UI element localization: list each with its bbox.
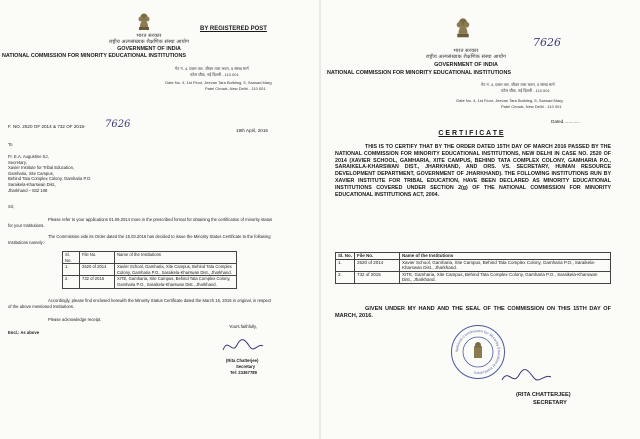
signer-name: (RITA CHATTERJEE) [516,392,571,398]
table-row [336,259,611,271]
seal-text: National Commission for Minority Educational Institutions [454,328,502,376]
table-row [63,276,237,288]
header-file: File No. [80,252,115,264]
hindi-gov-title: भारत सरकार [453,48,479,54]
hindi-address-2: पटेल चौक, नई दिल्ली - 110 001 [190,72,239,77]
table-header-row [336,253,611,260]
address-line-1: Gate No. 4, 1st Floor, Jeevan Tara Building, 5, Sansad Marg [456,98,563,103]
file-handwritten: 7626 [533,36,561,49]
closing: Yours faithfully, [229,324,257,329]
commission-title: NATIONAL COMMISSION FOR MINORITY EDUCATIONAL INSTITUTIONS [2,53,186,59]
signature-icon [220,335,265,357]
enclosure: Encl.: As above [8,330,40,335]
header-name: Name of the Institutions [400,253,611,260]
cell-file: 2520 of 2014 [80,264,115,276]
header-sl: Sl. No. [63,252,80,264]
header-sl: Sl. No. [336,253,355,260]
cell-sl: 1. [336,259,355,271]
commission-seal-icon [451,325,505,379]
institutions-table [62,251,237,289]
signer-title: SECRETARY [533,400,567,406]
to-label: To [8,142,13,147]
hindi-address-2: पटेल चौक, नई दिल्ली - 110 001 [501,88,550,93]
gov-title: GOVERNMENT OF INDIA [117,46,181,52]
cell-name: Xavier School, Gamharia, Xite Campus, Behind Tata Complex Colony, Gamharia P.O., Saraikela-Kharswan Dist., Jharkhand. [400,259,611,271]
signer-title: Secretary [236,364,256,369]
cell-file: 732 of 2015 [80,276,115,288]
letter-date: 19th April, 2016 [236,128,268,133]
cell-name: Xavier School, Gamharia, Xite Campus, Behind Tata Complex Colony, Gamharia P.O., Saraikela-Kharswan Dist., Jharkhand. [115,264,237,276]
hindi-address-1: गेट नं. 4, प्रथम तल, जीवन तारा भवन, 5 संसद मार्ग [481,82,555,87]
institutions-table [335,252,611,284]
address-line-2: Patel Chowk, New Delhi - 110 001 [205,86,266,91]
para-2: The Commission vide its Order dated the 15.03.2016 has decided to issue the Minority Status Certificate to the following Institutions namely:- [8,234,271,245]
addressee-line: Xavier Institute for Tribal Education, [8,165,75,171]
header-name: Name of the Institutions [115,252,237,264]
table-header-row [63,252,237,264]
gov-title: GOVERNMENT OF INDIA [434,62,498,68]
addressee-line: Fr. E.A. Augustine SJ, [8,154,49,159]
certificate-title: C E R T I F I C A T E [438,130,504,137]
addressee-line: Saraikela-Kharswan Dist., [8,181,57,187]
table-row [63,264,237,276]
hindi-address-1: गेट नं. 4, प्रथम तल, जीवन तारा भवन, 5 संसद मार्ग [175,66,249,71]
para-3: Accordingly, please find enclosed herewith the Minority Status Certificate dated the March 15, 2016 in original, in respect of the above mentioned Institutions. [8,298,272,309]
state-emblem-icon [455,14,471,40]
certificate-page [321,0,640,439]
addressee-line: Secretary, [8,159,27,165]
para-1: Please refer to your applications 01.09.2014 more in the prescribed format for obtaining the certification of minority status for your Institutions. [8,217,273,228]
state-emblem-icon [137,10,151,32]
certificate-body: THIS IS TO CERTIFY THAT BY THE ORDER DATED 15TH DAY OF MARCH 2016 PASSED BY THE NATIONAL COMMISSION FOR MINORITY EDUCATIONAL INSTITUTIONS, NEW DELHI IN CASE NO. 2520 OF 2014 (XAVIER SCHOOL, GAMHARIA, XITE CAMPUS, BEHIND TATA COMPLEX COLONY, GAMHARIA P.O., SARAIKELA-KHARSWAN DIST., JHARKHAND, AND ORS. VS. SECRETARY, HUMAN RESOURCE DEVELOPMENT DEPARTMENT, GOVERNMENT OF JHARKHAND). THE FOLLOWING INSTITUTIONS RUN BY XAVIER INSTITUTE FOR TRIBAL EDUCATION, HAVE BEEN DECLARED AS MINORITY EDUCATIONAL INSTITUTIONS COVERED UNDER SECTION 2(g) OF THE NATIONAL COMMISSION FOR MINORITY EDUCATIONAL INSTITUTIONS ACT, 2004. [335,144,611,198]
cell-sl: 1. [63,264,80,276]
registered-post-label: BY REGISTERED POST [200,26,267,32]
commission-title: NATIONAL COMMISSION FOR MINORITY EDUCATIONAL INSTITUTIONS [327,70,511,76]
signer-tel: Tel: 23367789 [230,370,257,375]
signer-name: (Rita Chatterjee) [226,358,259,363]
cell-name: XITE, Gamharia, Xite Campus, Behind Tata Complex Colony, Gamharia P.O., Saraikela-Kharswan Dist., Jharkhand. [115,276,237,288]
addressee-line: Behind Tata Complex Colony, Gamharia P.O. [8,176,92,182]
cell-file: 732 of 2015 [355,271,400,283]
address-line-2: Patel Chowk, New Delhi - 110 001 [501,104,562,109]
para-4: Please acknowledge receipt. [48,317,102,322]
hindi-gov-title: भारत सरकार [136,33,162,39]
signature-icon [499,366,554,388]
cert-dated: Dated............. [551,119,580,124]
cell-file: 2520 of 2014 [355,259,400,271]
given-under-hand: GIVEN UNDER MY HAND AND THE SEAL OF THE COMMISSION ON THIS 15TH DAY OF MARCH, 2016. [335,306,611,320]
addressee-line: Gamharia, Xite Campus, [8,170,54,176]
header-file: File No. [355,253,400,260]
salutation: Sir, [8,204,15,209]
cell-sl: 2. [336,271,355,283]
letter-page [0,0,319,439]
addressee-line: Jharkhand – 832 108 [8,187,48,193]
file-number: F. NO. 2520 OF 2014 & 732 OF 2015- [8,124,86,129]
table-row [336,271,611,283]
hindi-commission-title: राष्ट्रीय अल्पसंख्यक शैक्षणिक संस्था आयोग [425,54,507,60]
addressee-block [8,154,188,193]
address-line-1: Gate No. 4, 1st Floor, Jeevan Tara Building, 5, Sansad Marg [165,80,272,85]
file-handwritten: 7626 [105,119,131,130]
cell-sl: 2. [63,276,80,288]
hindi-commission-title: राष्ट्रीय अल्पसंख्यक शैक्षणिक संस्था आयोग [108,39,190,45]
cell-name: XITE, Gamharia, Xite Campus, Behind Tata Complex Colony, Gamharia P.O., Saraikela-Kharswan Dist., Jharkhand. [400,271,611,283]
